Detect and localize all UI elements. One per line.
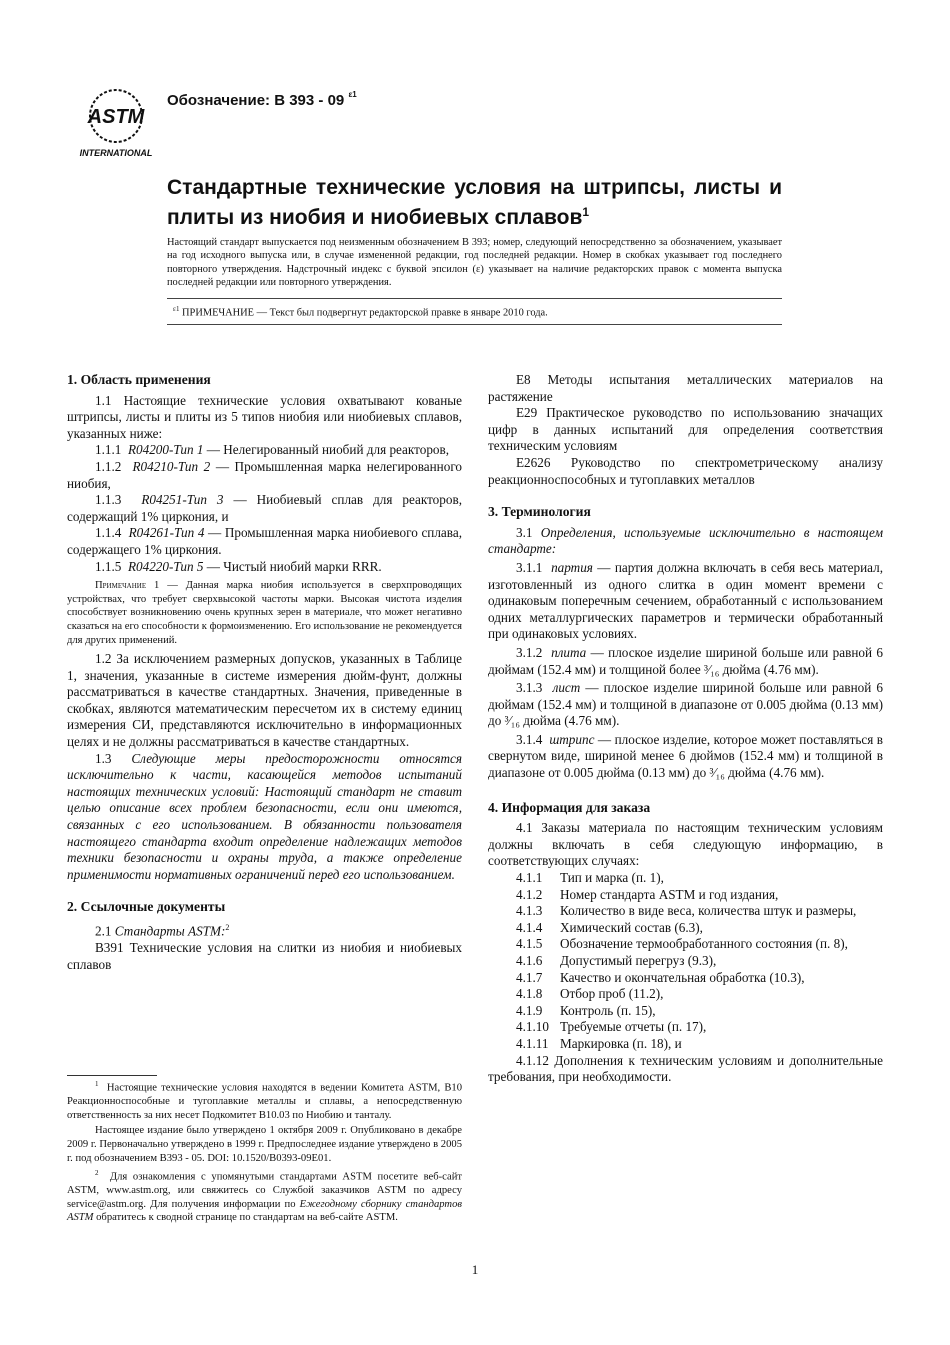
def-term: штрипс bbox=[549, 731, 595, 747]
def-num: 3.1.2 bbox=[516, 644, 543, 660]
order-item-num: 4.1.3 bbox=[516, 903, 543, 919]
def-num: 3.1.1 bbox=[516, 559, 543, 575]
order-item bbox=[488, 986, 883, 1003]
ref-e8: E8 Методы испытания металлических материалов на растяжение bbox=[488, 372, 883, 404]
order-item-text: Контроль (п. 15), bbox=[560, 1002, 656, 1018]
logo-subtext: INTERNATIONAL bbox=[79, 148, 153, 158]
order-item bbox=[488, 887, 883, 904]
para-num: 2.1 bbox=[95, 923, 115, 939]
page-number: 1 bbox=[471, 1262, 479, 1277]
order-item-last: 4.1.12 Дополнения к техническим условиям и дополнительные требования, при необходимости. bbox=[488, 1052, 883, 1085]
section-1-heading: 1. Область применения bbox=[67, 372, 211, 387]
footnote-2-text-a: Для ознакомления с упомянутыми стандартами ASTM посетите веб-сайт ASTM, www.astm.org, или свяжитесь со Службой заказчиков ASTM по адресу service@astm.org. Для получения информации по bbox=[67, 1171, 462, 1210]
order-item-text: Маркировка (п. 18), и bbox=[560, 1035, 682, 1051]
item-text: — Ниобиевый сплав для реакторов, содержащий 1% циркония, и bbox=[67, 492, 462, 524]
footnote-1-text: Настоящие технические условия находятся в ведении Комитета ASTM, B10 Реакционноспособные и тугоплавкие металлы и сплавы, а непосредственную ответственность за них несет Подкомитет B10.03 по Ниобию и танталу. bbox=[67, 1082, 462, 1121]
def-num: 3.1.3 bbox=[516, 680, 543, 696]
para-1-1: 1.1 Настоящие технические условия охватывают кованые штрипсы, листы и плиты из 5 типов ниобия или ниобиевых сплавов, указанных ниже: bbox=[67, 392, 462, 441]
order-item-text: Номер стандарта ASTM и год издания, bbox=[560, 886, 779, 902]
logo-text: ASTM bbox=[87, 106, 145, 128]
section-2-heading: 2. Ссылочные документы bbox=[67, 899, 226, 915]
order-item-num: 4.1.4 bbox=[516, 919, 543, 935]
item-code: R04210-Тип 2 bbox=[132, 458, 211, 474]
order-item-text: Требуемые отчеты (п. 17), bbox=[560, 1019, 707, 1035]
editorial-note bbox=[167, 298, 782, 325]
order-item bbox=[488, 920, 883, 937]
issued-note: Настоящий стандарт выпускается под неизменным обозначением B 393; номер, следующий непосредственно за обозначением, указывает на год исходного выпуска или, в случае измененной редакции, год последней редакции. Номер в скобках указывает год последнего повторного утверждения. Надстрочный индекс с буквой эпсилон (ε) указывает на наличие редакторских правок с момента выпуска последней редакции или повторного утверждения. bbox=[167, 237, 782, 289]
def-3-1-2 bbox=[488, 645, 883, 678]
footnote-mark: 1 bbox=[95, 1080, 99, 1088]
right-column bbox=[488, 372, 883, 1086]
item-1-1-2 bbox=[67, 459, 462, 492]
para-2-1-text: Стандарты ASTM: bbox=[114, 923, 226, 939]
title-text: Стандартные технические условия на штрипсы, листы и плиты из ниобия и ниобиевых сплавов bbox=[167, 176, 782, 229]
astm-logo-icon bbox=[74, 86, 158, 158]
para-num: 1.3 bbox=[95, 750, 132, 766]
editorial-note-text: ПРИМЕЧАНИЕ — Текст был подвергнут редакторской правке в январе 2010 года. bbox=[179, 307, 548, 319]
para-4-1: 4.1 Заказы материала по настоящим техническим условиям должны включать в себя следующую информацию, в соответствующих случаях: bbox=[488, 820, 883, 869]
def-3-1-4 bbox=[488, 732, 883, 782]
order-item-num: 4.1.5 bbox=[516, 936, 543, 952]
item-num: 1.1.2 bbox=[95, 458, 122, 474]
order-item bbox=[488, 970, 883, 987]
order-item bbox=[488, 1003, 883, 1020]
editorial-note-sup: ε1 bbox=[173, 305, 180, 313]
designation bbox=[167, 92, 357, 109]
def-num: 3.1.4 bbox=[516, 731, 543, 747]
def-term: лист bbox=[552, 680, 581, 696]
order-item-num: 4.1.10 bbox=[516, 1019, 549, 1035]
def-3-1-3 bbox=[488, 680, 883, 730]
order-item-text: Количество в виде веса, количества штук и размеры, bbox=[560, 903, 857, 919]
item-code: R04220-Тип 5 bbox=[127, 558, 204, 574]
para-3-1 bbox=[488, 525, 883, 558]
designation-text: Обозначение: B 393 - 09 bbox=[167, 92, 345, 109]
order-item-num: 4.1.6 bbox=[516, 953, 543, 968]
order-item bbox=[488, 1019, 883, 1036]
item-text: — Нелегированный ниобий для реакторов, bbox=[203, 442, 450, 458]
designation-sup: ε1 bbox=[348, 90, 357, 99]
item-num: 1.1.5 bbox=[95, 558, 122, 574]
item-1-1-5 bbox=[67, 559, 462, 576]
def-term: плита bbox=[551, 644, 587, 660]
item-code: R04261-Тип 4 bbox=[128, 525, 205, 541]
note-1-label: Примечание 1 bbox=[95, 580, 160, 592]
footnote-1b: Настоящее издание было утверждено 1 октября 2009 г. Опубликовано в декабре 2009 г. Первоначально утверждено в 1999 г. Предпоследнее издание утверждено в 2005 г. под обозначением B393 - 05. DOI: 10.1520/B0393-09E01. bbox=[67, 1125, 462, 1164]
para-3-1-text: Определения, используемые исключительно в настоящем стандарте: bbox=[488, 524, 883, 557]
order-item-num: 4.1.9 bbox=[516, 1002, 543, 1018]
order-item-text: Обозначение термообработанного состояния (п. 8), bbox=[560, 936, 848, 952]
order-item-num: 4.1.1 bbox=[516, 870, 543, 886]
order-item bbox=[488, 1036, 883, 1053]
note-1 bbox=[67, 579, 462, 647]
footnote-2 bbox=[67, 1167, 462, 1225]
order-item bbox=[488, 870, 883, 887]
item-text: — Промышленная марка нелегированного ниобия, bbox=[67, 458, 463, 491]
para-2-1 bbox=[67, 920, 462, 940]
footnote-2-italic: Ежегодному сборнику стандартов ASTM bbox=[67, 1198, 462, 1224]
def-text: — плоское изделие шириной больше или равной 6 дюймам (152.4 мм) и толщиной более ³⁄₁₆ дюйма (4.76 мм). bbox=[488, 644, 883, 677]
para-1-2: 1.2 За исключением размерных допусков, указанных в Таблице 1, значения, указанные в системе измерения дюйм-фунт, должны рассматриваться в качестве стандартных. Значения, приведенные в скобках, являются математическим пересчетом их в систему единиц измерения СИ, представляются исключительно в информационных целях и не должны рассматриваться в качестве стандартных. bbox=[67, 651, 462, 750]
def-text: — плоское изделие, которое может поставляться в свернутом виде, шириной менее 6 дюймов (152.4 мм) и толщиной в диапазоне от 0.005 дюйма (0.13 мм) до ³⁄₁₆ дюйма (4.76 мм). bbox=[488, 731, 884, 781]
para-num: 3.1 bbox=[516, 524, 541, 540]
footnote-rule bbox=[67, 1075, 157, 1076]
order-item-text: Химический состав (6.3), bbox=[560, 919, 703, 935]
order-item bbox=[488, 903, 883, 920]
def-text: — партия должна включать в себя весь материал, изготовленный из одного слитка в один момент времени с одинаковым поперечным сечением, обработанный с использованием одних металлургических параметров и термически обработанный при одинаковых условиях. bbox=[488, 559, 883, 642]
para-1-3-text: Следующие меры предосторожности относятся исключительно к части, касающейся методов испытаний настоящих технических условий: Настоящий стандарт не ставит целью описание всех проблем безопасности, если они имеются, связанных с его использованием. В обязанности пользователя настоящего стандарта входит определение надлежащих методов техники безопасности и охраны труда, а также определение применимости нормативных ограничений перед его использованием. bbox=[67, 750, 463, 882]
para-1-3 bbox=[67, 751, 462, 884]
section-4-heading: 4. Информация для заказа bbox=[488, 799, 651, 815]
item-1-1-1 bbox=[67, 442, 462, 459]
ref-e29: E29 Практическое руководство по использованию значащих цифр в данных испытаний для определения соответствия техническим условиям bbox=[488, 405, 883, 454]
order-item-num: 4.1.8 bbox=[516, 986, 543, 1002]
order-item-text: Качество и окончательная обработка (10.3), bbox=[560, 969, 805, 985]
astm-logo bbox=[74, 86, 158, 158]
note-1-text: — Данная марка ниобия используется в сверхпроводящих устройствах, что требует сверхвысокой частоты марки. Высокая чистота изделия способствует возникновению очень крупных зерен в материале, что может негативно сказаться на его способности к формоизменению. Его использование не рекомендуется для других применений. bbox=[67, 580, 462, 646]
left-column bbox=[67, 372, 462, 973]
item-text: — Промышленная марка ниобиевого сплава, содержащего 1% циркония. bbox=[67, 525, 462, 557]
footnote-mark: 2 bbox=[225, 923, 230, 932]
item-1-1-3 bbox=[67, 492, 462, 525]
footnote-1 bbox=[67, 1078, 462, 1122]
item-code: R04200-Тип 1 bbox=[127, 442, 204, 458]
order-item-num: 4.1.7 bbox=[516, 969, 543, 985]
footnote-mark: 2 bbox=[95, 1169, 99, 1178]
order-item bbox=[488, 936, 883, 953]
order-item-num: 4.1.11 bbox=[516, 1035, 549, 1051]
item-text: — Чистый ниобий марки RRR. bbox=[203, 558, 382, 574]
order-item-num: 4.1.2 bbox=[516, 886, 543, 902]
def-term: партия bbox=[551, 559, 593, 575]
ref-e2626: E2626 Руководство по спектрометрическому анализу реакционноспособных и тугоплавких металлов bbox=[488, 454, 883, 487]
order-item-text: Отбор проб (11.2), bbox=[560, 986, 664, 1002]
footnotes bbox=[67, 1075, 462, 1225]
section-3-heading: 3. Терминология bbox=[488, 504, 591, 520]
item-num: 1.1.4 bbox=[95, 525, 122, 541]
page-title bbox=[167, 175, 782, 230]
def-text: — плоское изделие шириной больше или равной 6 дюймам (152.4 мм) и толщиной в диапазоне от 0.005 дюйма (0.13 мм) до ³⁄₁₆ дюйма (4.76 мм). bbox=[488, 680, 884, 729]
order-item bbox=[488, 953, 883, 970]
footnote-2-text-b: обратитесь к сводной странице по стандартам на веб-сайте ASTM. bbox=[93, 1212, 398, 1224]
order-item-text: Допустимый перегруз (9.3), bbox=[560, 953, 717, 968]
item-num: 1.1.1 bbox=[95, 442, 122, 458]
item-1-1-4 bbox=[67, 525, 462, 558]
order-item-text: Тип и марка (п. 1), bbox=[560, 870, 664, 886]
item-code: R04251-Тип 3 bbox=[141, 492, 224, 508]
item-num: 1.1.3 bbox=[95, 492, 122, 508]
def-3-1-1 bbox=[488, 560, 883, 643]
title-footnote-mark: 1 bbox=[582, 205, 590, 219]
ref-b391: B391 Технические условия на слитки из ниобия и ниобиевых сплавов bbox=[67, 939, 462, 972]
